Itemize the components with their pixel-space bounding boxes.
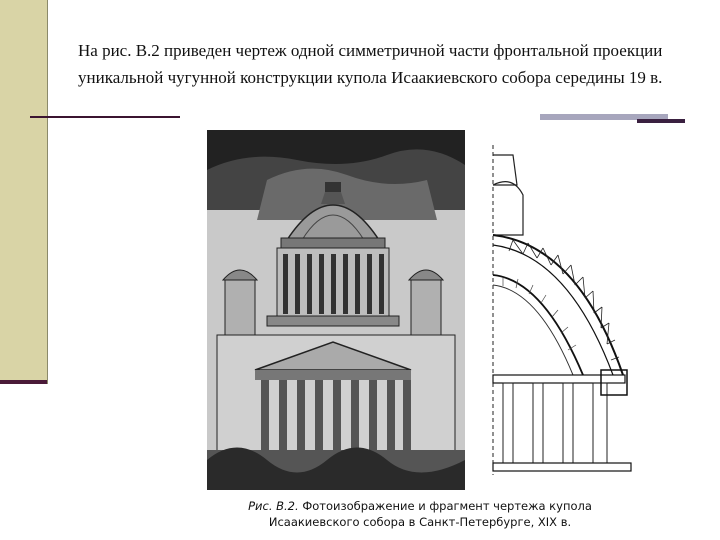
figure-image: [180, 120, 637, 540]
title-rule-left: [30, 116, 180, 118]
left-decorative-band: [0, 0, 47, 383]
figure-caption: [210, 498, 630, 530]
caption-label: Рис. В.2.: [248, 499, 299, 513]
dome-section-drawing: [483, 145, 633, 475]
left-band-divider: [47, 0, 48, 384]
title-rule-right-accent: [637, 119, 685, 123]
caption-text: Фотоизображение и фрагмент чертежа купола Исаакиевского собора в Санкт-Петербурге, XIX в.: [268, 499, 592, 529]
slide-title: На рис. В.2 приведен чертеж одной симметричной части фронтальной проекции уникальной чугунной конструкции купола Исаакиевского собора середины 19 в.: [78, 41, 663, 87]
cathedral-photo: [207, 130, 465, 490]
left-band-edge: [0, 380, 47, 384]
